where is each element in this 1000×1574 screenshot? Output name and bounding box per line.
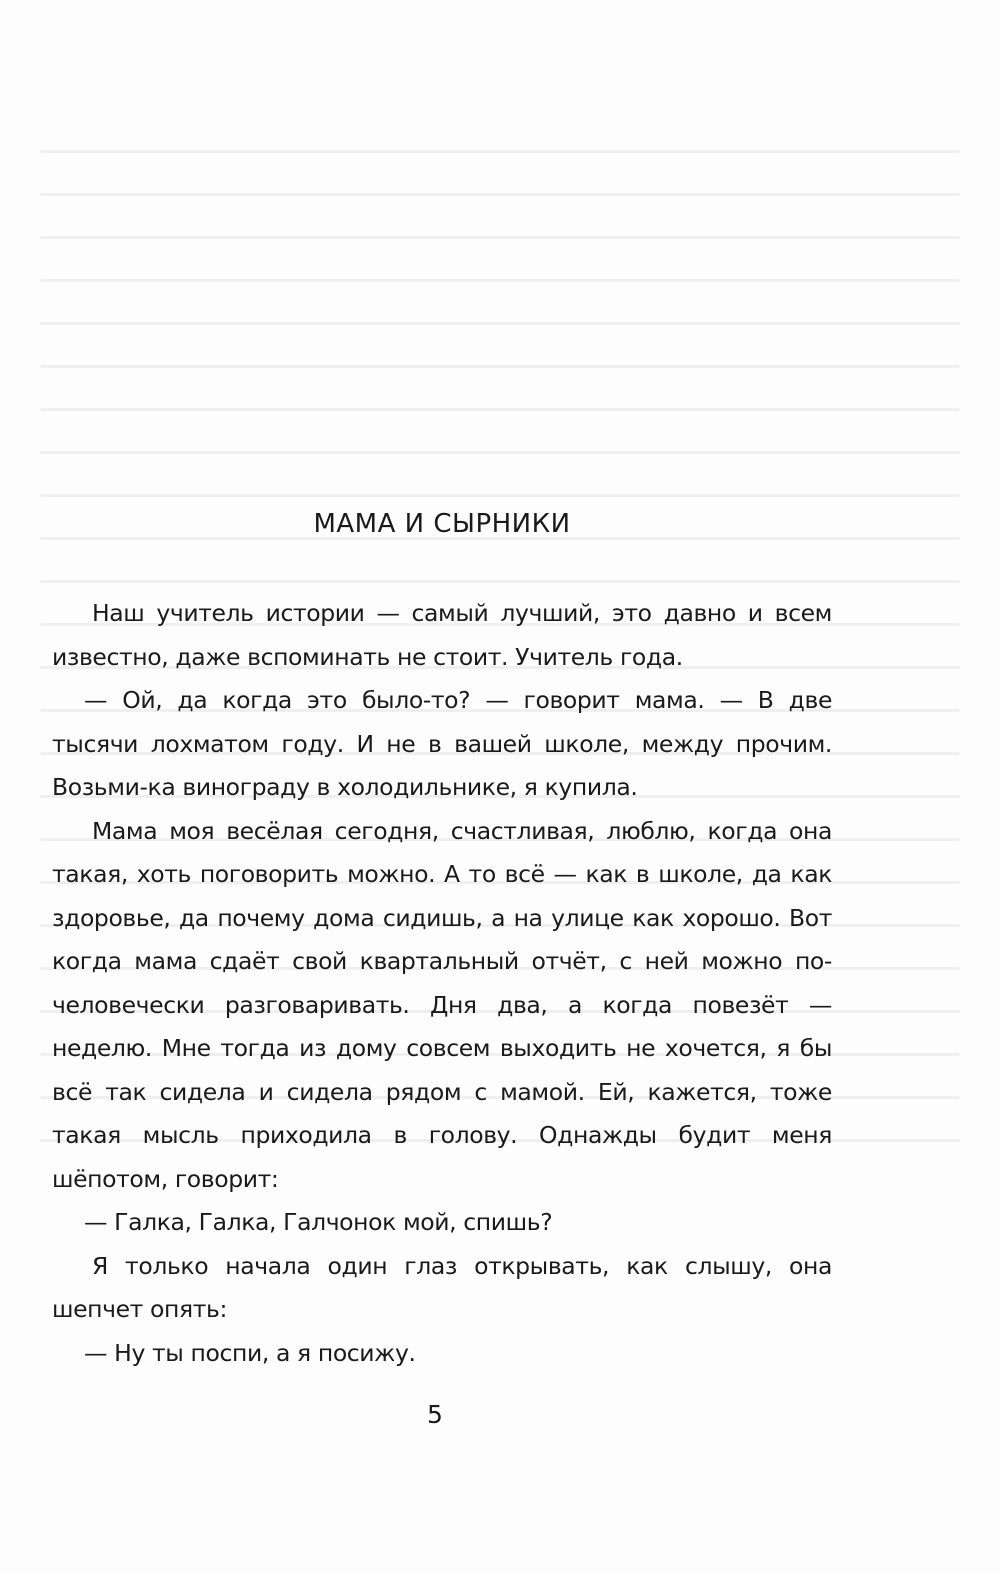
paragraph: Я только начала один глаз открывать, как слышу, она шепчет опять:	[52, 1251, 832, 1323]
dialogue-paragraph: — Галка, Галка, Галчонок мой, спишь?	[84, 1208, 553, 1236]
chapter-title: МАМА И СЫРНИКИ	[313, 509, 571, 539]
dialogue-paragraph: — Ой, да когда это было-то? — говорит мама. — В две тысячи лохматом году. И не в вашей школе, между прочим. Возьми-ка винограду в холодильнике, я купила.	[52, 686, 832, 801]
dialogue-paragraph: — Ну ты поспи, а я посижу.	[84, 1338, 416, 1367]
paragraph: Мама моя весёлая сегодня, счастливая, люблю, когда она такая, хоть поговорить можно. А то всё — как в школе, да как здоровье, да почему дома сидишь, а на улице как хорошо. Вот когда мама сдаёт свой квартальный отчёт, с ней можно по-человечески разговаривать. Дня два, а когда повезёт — неделю. Мне тогда из дому совсем выходить не хочется, я бы всё так сидела и сидела рядом с мамой. Ей, кажется, тоже такая мысль приходила в голову. Однажды будит меня шёпотом, говорит:	[52, 816, 832, 1193]
paragraph: Наш учитель истории — самый лучший, это давно и всем известно, даже вспоминать не стоит. Учитель года.	[52, 599, 832, 671]
page-number: 5	[427, 1400, 443, 1429]
text-block	[52, 500, 832, 1375]
